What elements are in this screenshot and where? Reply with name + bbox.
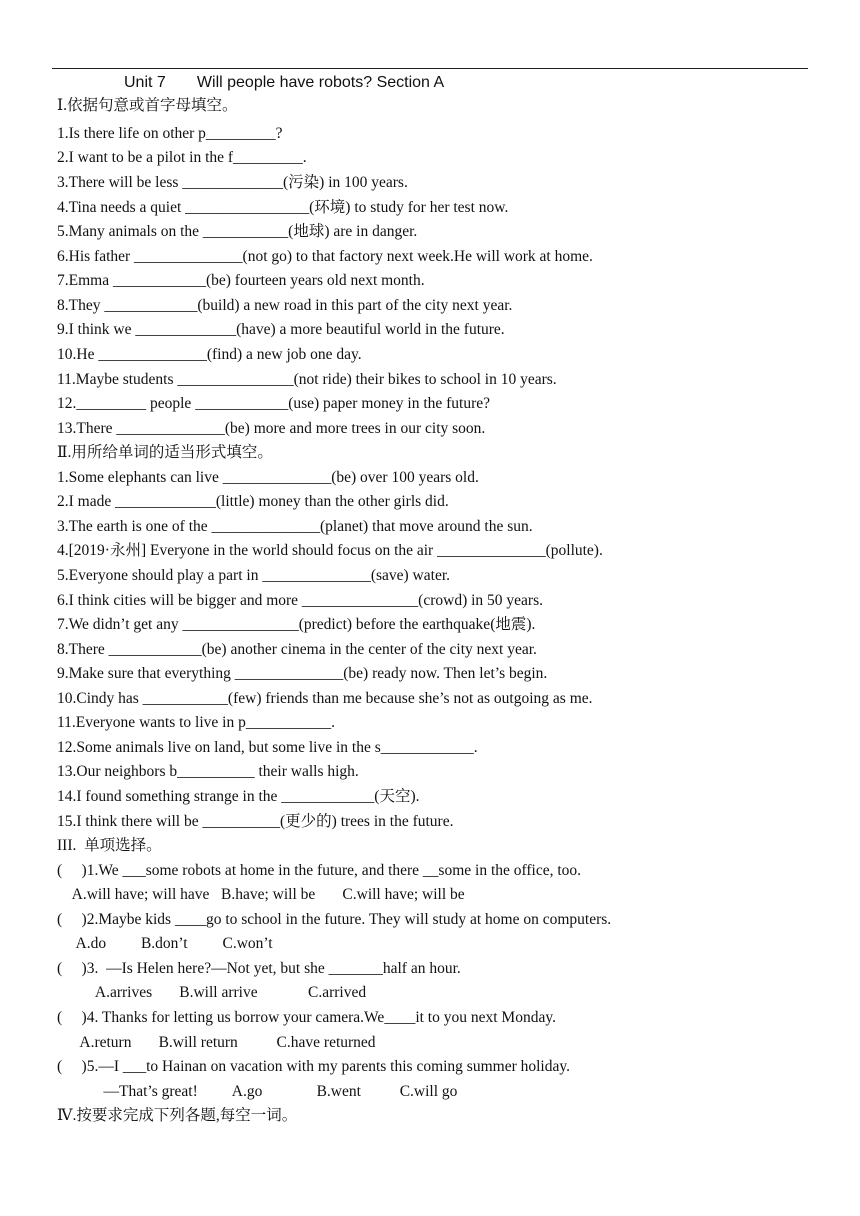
question-line: ( )3. —Is Helen here?—Not yet, but she _______half an hour. <box>57 960 461 977</box>
question-line: 4.[2019·永州] Everyone in the world should focus on the air ______________(pollute). <box>57 542 603 559</box>
header-rule <box>52 68 808 69</box>
options-line: —That’s great! A.go B.went C.will go <box>57 1083 458 1100</box>
section-heading: III. 单项选择。 <box>57 837 162 854</box>
question-line: 15.I think there will be __________(更少的) trees in the future. <box>57 813 454 830</box>
question-line: 7.We didn’t get any _______________(predict) before the earthquake(地震). <box>57 616 536 633</box>
question-line: 13.Our neighbors b__________ their walls high. <box>57 763 359 780</box>
options-line: A.arrives B.will arrive C.arrived <box>57 984 367 1001</box>
question-line: ( )2.Maybe kids ____go to school in the future. They will study at home on computers. <box>57 911 612 928</box>
question-line: 7.Emma ____________(be) fourteen years old next month. <box>57 272 425 289</box>
section-heading: Ⅳ.按要求完成下列各题,每空一词。 <box>57 1107 298 1124</box>
question-line: 10.Cindy has ___________(few) friends than me because she’s not as outgoing as me. <box>57 690 593 707</box>
question-line: 4.Tina needs a quiet ________________(环境) to study for her test now. <box>57 199 509 216</box>
question-line: ( )5.—I ___to Hainan on vacation with my parents this coming summer holiday. <box>57 1058 570 1075</box>
question-line: 9.I think we _____________(have) a more beautiful world in the future. <box>57 321 505 338</box>
question-line: 6.I think cities will be bigger and more _______________(crowd) in 50 years. <box>57 592 543 609</box>
options-line: A.return B.will return C.have returned <box>57 1034 376 1051</box>
question-line: ( )4. Thanks for letting us borrow your camera.We____it to you next Monday. <box>57 1009 556 1026</box>
page-title: Unit 7 Will people have robots? Section A <box>124 74 445 91</box>
section-heading: Ⅱ.用所给单词的适当形式填空。 <box>57 444 273 461</box>
options-line: A.do B.don’t C.won’t <box>57 935 273 952</box>
question-line: 1.Some elephants can live ______________(be) over 100 years old. <box>57 469 479 486</box>
question-line: 5.Everyone should play a part in ______________(save) water. <box>57 567 451 584</box>
question-line: 5.Many animals on the ___________(地球) are in danger. <box>57 223 418 240</box>
question-line: 8.There ____________(be) another cinema in the center of the city next year. <box>57 641 537 658</box>
question-line: 3.There will be less _____________(污染) in 100 years. <box>57 174 408 191</box>
question-line: 11.Maybe students _______________(not ride) their bikes to school in 10 years. <box>57 371 557 388</box>
question-line: 9.Make sure that everything ______________(be) ready now. Then let’s begin. <box>57 665 548 682</box>
question-line: 2.I want to be a pilot in the f_________. <box>57 149 307 166</box>
question-line: 13.There ______________(be) more and more trees in our city soon. <box>57 420 486 437</box>
question-line: 8.They ____________(build) a new road in this part of the city next year. <box>57 297 513 314</box>
question-line: 11.Everyone wants to live in p___________. <box>57 714 335 731</box>
question-line: 1.Is there life on other p_________? <box>57 125 283 142</box>
question-line: 2.I made _____________(little) money than the other girls did. <box>57 493 449 510</box>
question-line: 12._________ people ____________(use) paper money in the future? <box>57 395 491 412</box>
question-line: ( )1.We ___some robots at home in the future, and there __some in the office, too. <box>57 862 582 879</box>
options-line: A.will have; will have B.have; will be C.will have; will be <box>57 886 465 903</box>
question-line: 12.Some animals live on land, but some live in the s____________. <box>57 739 478 756</box>
question-line: 10.He ______________(find) a new job one day. <box>57 346 362 363</box>
question-line: 3.The earth is one of the ______________(planet) that move around the sun. <box>57 518 533 535</box>
question-line: 6.His father ______________(not go) to that factory next week.He will work at home. <box>57 248 593 265</box>
question-line: 14.I found something strange in the ____________(天空). <box>57 788 420 805</box>
section-heading: Ⅰ.依据句意或首字母填空。 <box>57 97 238 114</box>
